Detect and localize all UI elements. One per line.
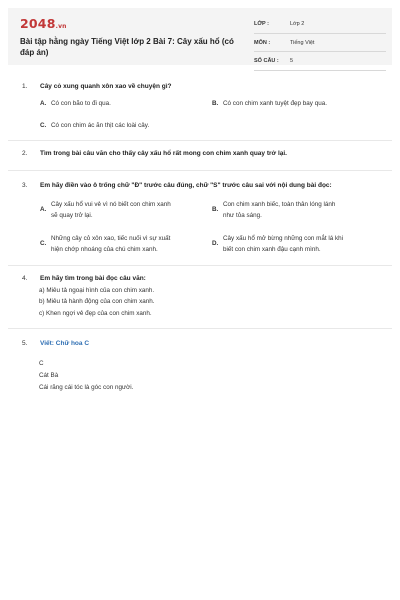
option-letter: C. [40,122,47,129]
question-text: Tìm trong bài câu văn cho thấy cây xấu hổ rất mong con chim xanh quay trở lại. [40,150,287,157]
question-number: 5. [22,340,28,347]
meta-info [254,17,386,73]
option-letter: A. [40,206,47,213]
divider [8,328,392,329]
q5-line-1: C [39,360,44,367]
q4-line-c: c) Khen ngợi vẻ đẹp của con chim xanh. [39,310,152,317]
meta-count-value: 5 [290,58,294,64]
question-text: Em hãy điền vào ô trống chữ "Đ" trước câu đúng, chữ "S" trước câu sai với nội dung bài đọc: [40,182,332,189]
option-line-2: như tỏa sáng. [223,212,262,219]
option-text: Có con bão to đi qua. [51,100,111,107]
question-text: Em hãy tìm trong bài đọc câu văn: [40,275,146,282]
option-line-2: hiện chớp nhoáng của chú chim xanh. [51,246,158,253]
option-letter: B. [212,206,219,213]
q3-option-d[interactable] [212,234,382,256]
q3-option-c[interactable] [40,234,210,256]
question-number: 3. [22,182,28,189]
q4-line-b: b) Miêu tả hành động của con chim xanh. [39,298,155,305]
meta-grade-label: LỚP : [254,21,269,27]
logo-domain: .vn [55,23,67,30]
option-line-2: sẽ quay trở lại. [51,212,93,219]
meta-grade-value: Lớp 2 [290,21,305,27]
option-text: Có con chim xanh tuyệt đẹp bay qua. [223,100,327,107]
meta-subject-value: Tiếng Việt [290,39,315,46]
option-line-1: Cây xấu hổ mở bừng những con mắt lá khi [223,235,344,242]
q3-option-a[interactable] [40,200,210,222]
q4-line-a: a) Miêu tả ngoại hình của con chim xanh. [39,287,155,294]
question-number: 1. [22,83,28,90]
option-letter: A. [40,100,47,107]
option-line-1: Con chim xanh biếc, toàn thân lóng lánh [223,201,336,208]
logo-main: 2048 [20,16,56,31]
site-logo[interactable] [20,16,67,31]
question-number: 2. [22,150,28,157]
meta-subject [254,36,386,53]
question-text: Viết: Chữ hoa C [40,340,90,347]
question-number: 4. [22,275,28,282]
divider [8,265,392,266]
meta-subject-label: MÔN : [254,39,271,46]
divider [8,140,392,141]
option-text: Có con chim ác ăn thịt các loài cây. [51,122,150,129]
option-line-1: Những cây cỏ xôn xao, tiếc nuối vì sự xuất [51,235,171,242]
option-line-2: biết con chim xanh đậu cạnh mình. [223,246,321,253]
meta-grade [254,17,386,34]
meta-count [254,54,386,71]
option-letter: C. [40,240,47,247]
worksheet-header [8,8,392,65]
question-text: Cây cỏ xung quanh xôn xao về chuyện gì? [40,83,172,90]
document-title: Bài tập hằng ngày Tiếng Việt lớp 2 Bài 7: Cây xấu hổ (có đáp án) [20,37,234,57]
q5-line-2: Cát Bà [39,372,59,379]
q3-option-b[interactable] [212,200,382,222]
option-line-1: Cây xấu hổ vui vẻ vì nó biết con chim xanh [51,201,171,208]
meta-count-label: SỐ CÂU : [254,58,279,64]
divider [8,170,392,171]
q5-line-3: Cái răng cái tóc là góc con người. [39,384,134,391]
option-letter: D. [212,240,219,247]
option-letter: B. [212,100,219,107]
